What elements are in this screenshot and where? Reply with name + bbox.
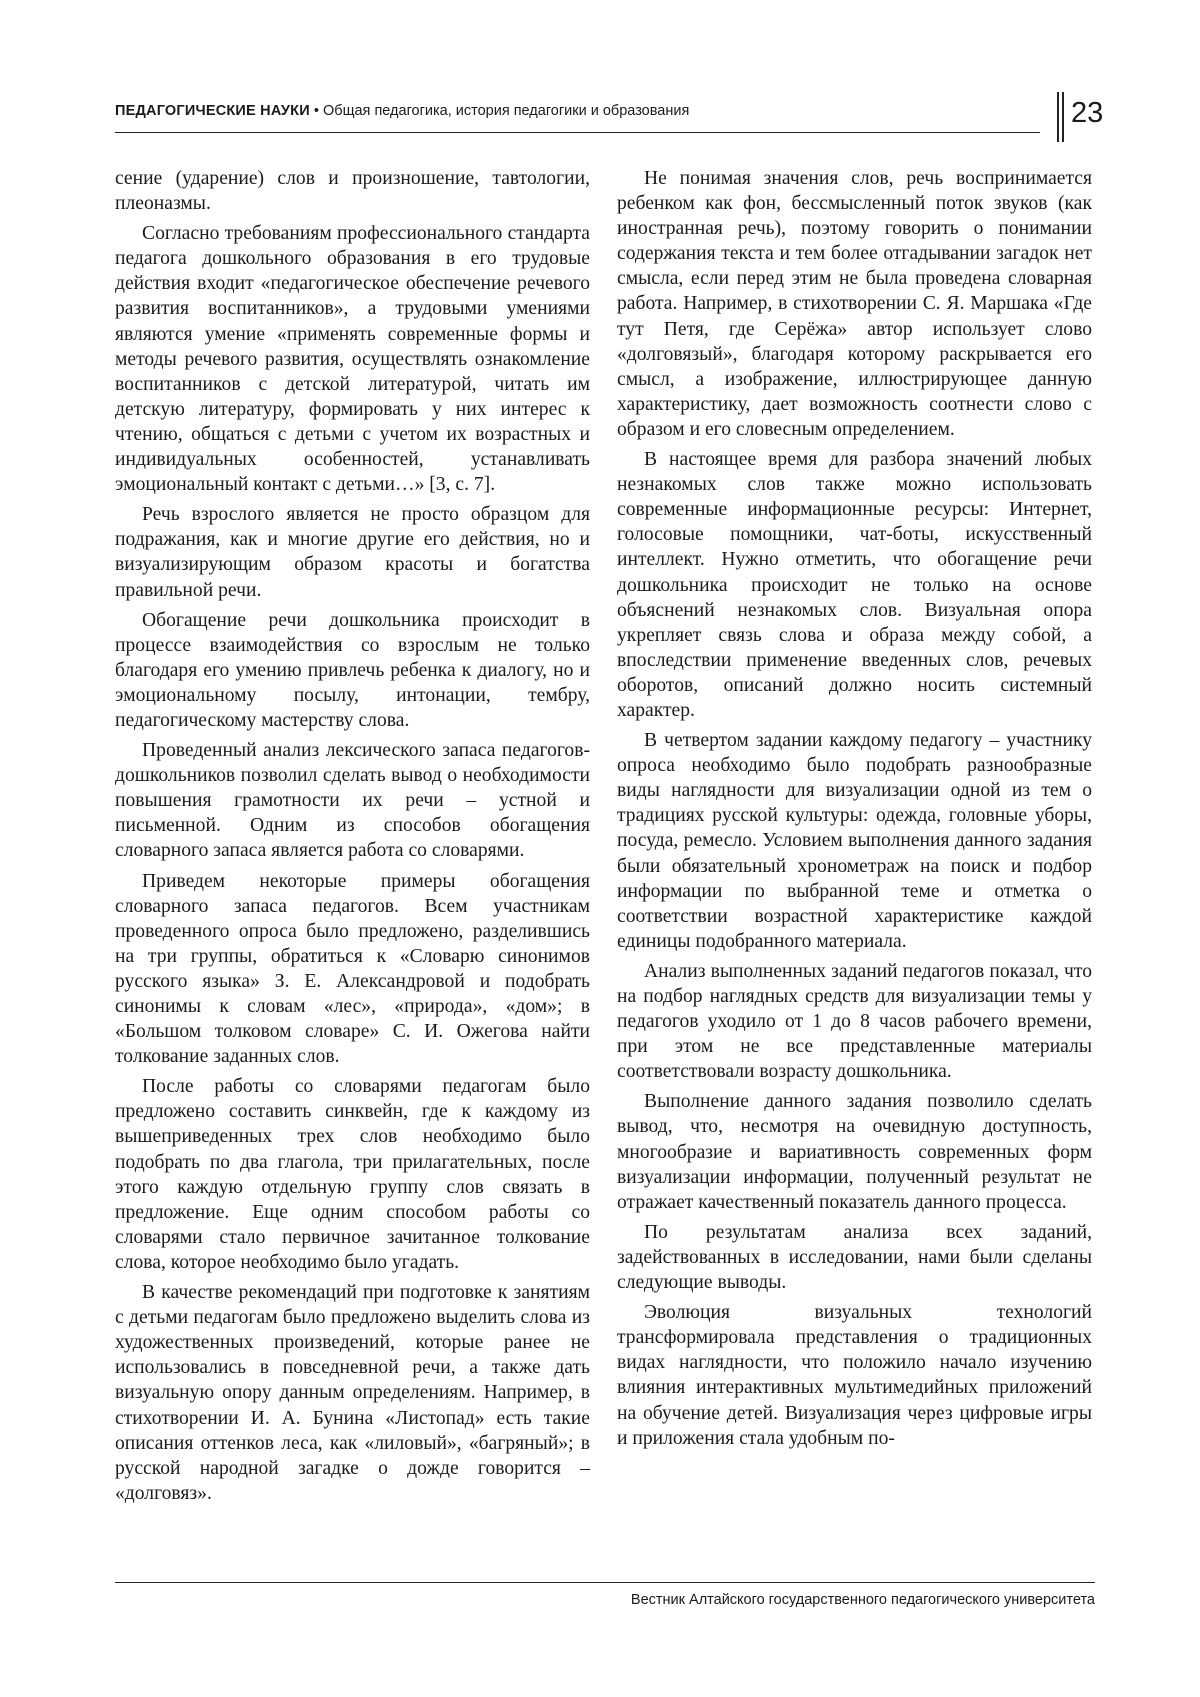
paragraph: Приведем некоторые примеры обогащения словарного запаса педагогов. Всем участникам проведенного опроса было предложено, разделившись на три группы, обратиться к «Словарю синонимов русского языка» З. Е. Александровой и подобрать синонимы к словам «лес», «природа», «дом»; в «Большом толковом словаре» С. И. Ожегова найти толкование заданных слов. bbox=[115, 870, 590, 1068]
header-section: ПЕДАГОГИЧЕСКИЕ НАУКИ bbox=[115, 103, 310, 119]
paragraph: Не понимая значения слов, речь воспринимается ребенком как фон, бессмысленный поток звуков (как иностранная речь), поэтому говорить о понимании содержания текста и тем более отгадывании загадок нет смысла, если перед этим не была проведена словарная работа. Например, в стихотворении С. Я. Маршака «Где тут Петя, где Серёжа» автор использует слово «долговязый», благодаря которому раскрывается его смысл, а изображение, иллюстрирующее данную характеристику, дает возможность соотнести слово с образом и его словесным определением. bbox=[617, 168, 1092, 440]
paragraph: Выполнение данного задания позволило сделать вывод, что, несмотря на очевидную доступность, многообразие и вариативность современных форм визуализации информации, полученный результат не отражает качественный показатель данного процесса. bbox=[617, 1091, 1092, 1213]
paragraph: Анализ выполненных заданий педагогов показал, что на подбор наглядных средств для визуализации темы у педагогов уходило от 1 до 8 часов рабочего времени, при этом не все представленные материалы соответствовали возрасту дошкольника. bbox=[617, 960, 1092, 1083]
paragraph: В четвертом задании каждому педагогу – участнику опроса необходимо было подобрать разнообразные виды наглядности для визуализации одной из тем о традициях русской культуры: одежда, головные уборы, посуда, ремесло. Условием выполнения данного задания были обязательный хронометраж на поиск и подбор информации по выбранной теме и отметка о соответствии возрастной характеристике каждой единицы подобранного материала. bbox=[617, 730, 1092, 952]
header-subtitle: Общая педагогика, история педагогики и образования bbox=[322, 103, 690, 119]
header-text bbox=[115, 103, 689, 119]
right-column bbox=[617, 166, 1092, 1451]
paragraph: Эволюция визуальных технологий трансформировала представления о традиционных видах наглядности, что положило начало изучению влияния интерактивных мультимедийных приложений на обучение детей. Визуализация через цифровые игры и приложения стала удобным по- bbox=[617, 1302, 1092, 1449]
header-bullet: • bbox=[309, 103, 323, 119]
paragraph: Речь взрослого является не просто образцом для подражания, как и многие другие его действия, но и визуализирующим образом красоты и богатства правильной речи. bbox=[115, 504, 590, 601]
running-header bbox=[115, 100, 1040, 133]
paragraph: В качестве рекомендаций при подготовке к занятиям с детьми педагогам было предложено выделить слова из художественных произведений, которые ранее не использовались в повседневной речи, а также дать визуальную опору данным определениям. Например, в стихотворении И. А. Бунина «Листопад» есть такие описания оттенков леса, как «лиловый», «багряный»; в русской народной загадке о дожде говорится – «долговяз». bbox=[115, 1282, 590, 1504]
left-column bbox=[115, 166, 590, 1506]
paragraph: По результатам анализа всех заданий, задействованных в исследовании, нами были сделаны следующие выводы. bbox=[617, 1221, 1092, 1294]
paragraph: сение (ударение) слов и произношение, тавтологии, плеоназмы. bbox=[115, 168, 590, 215]
paragraph: Согласно требованиям профессионального стандарта педагога дошкольного образования в его трудовые действия входит «педагогическое обеспечение речевого развития воспитанников», а трудовыми умениями являются умение «применять современные формы и методы речевого развития, осуществлять ознакомление воспитанников с детской литературой, читать им детскую литературу, формировать у них интерес к чтению, общаться с детьми с учетом их возрастных и индивидуальных особенностей, устанавливать эмоциональный контакт с детьми…» [3, с. 7]. bbox=[115, 223, 590, 496]
paragraph: Обогащение речи дошкольника происходит в процессе взаимодействия со взрослым не только благодаря его умению привлечь ребенка к диалогу, но и эмоциональному посылу, интонации, тембру, педагогическому мастерству слова. bbox=[115, 609, 590, 731]
paragraph: Проведенный анализ лексического запаса педагогов-дошкольников позволил сделать вывод о необходимости повышения грамотности их речи – устной и письменной. Одним из способов обогащения словарного запаса является работа со словарями. bbox=[115, 740, 590, 862]
header-divider-left bbox=[1057, 92, 1059, 142]
paragraph: В настоящее время для разбора значений любых незнакомых слов также можно использовать современные информационные ресурсы: Интернет, голосовые помощники, чат-боты, искусственный интеллект. Нужно отметить, что обогащение речи дошкольника происходит не только на основе объяснений незнакомых слов. Визуальная опора укрепляет связь слова и образа между собой, а впоследствии применение введенных слов, речевых оборотов, описаний должно носить системный характер. bbox=[617, 449, 1092, 721]
footer-rule bbox=[115, 1582, 1095, 1583]
header-divider-right bbox=[1062, 92, 1064, 142]
paragraph: После работы со словарями педагогам было предложено составить синквейн, где к каждому из вышеприведенных трех слов необходимо было подобрать по два глагола, три прилагательных, после этого каждую отдельную группу слов связать в предложение. Еще одним способом работы со словарями стало первичное зачитанное толкование слова, которое необходимо было угадать. bbox=[115, 1076, 590, 1273]
page-number: 23 bbox=[1071, 97, 1104, 129]
footer-journal: Вестник Алтайского государственного педагогического университета bbox=[630, 1592, 1095, 1608]
